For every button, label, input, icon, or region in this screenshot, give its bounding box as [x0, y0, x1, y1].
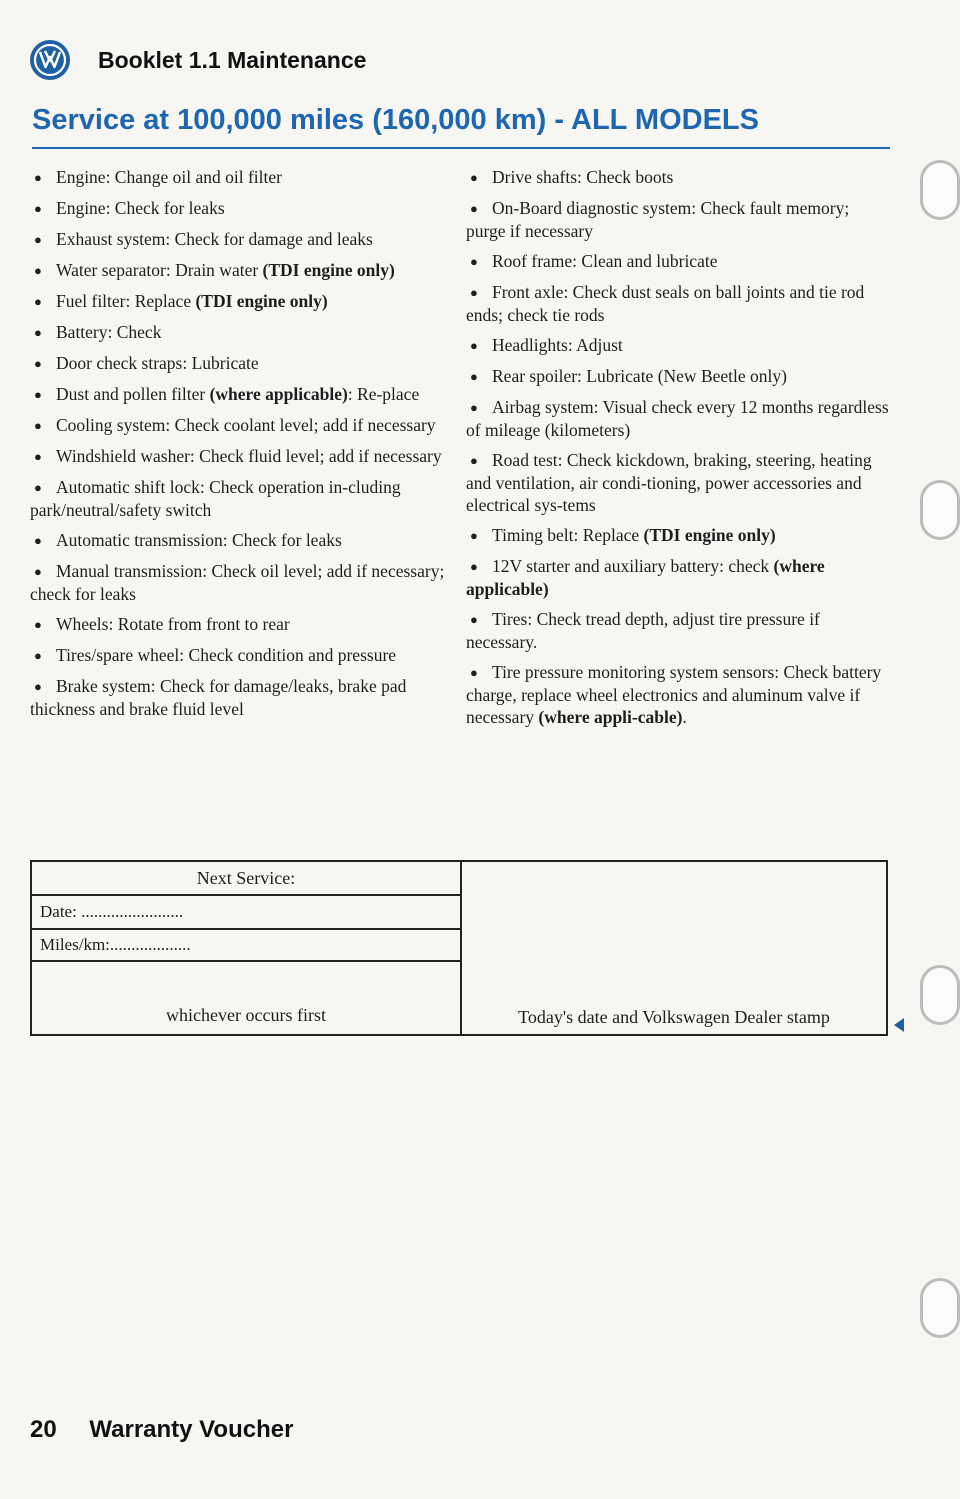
checklist-item [466, 166, 890, 189]
bullet-icon: ● [34, 294, 42, 309]
bullet-icon: ● [34, 387, 42, 402]
binder-ring-icon [920, 480, 960, 540]
checklist-item-text: Tires: Check tread depth, adjust tire pressure if necessary. [466, 609, 820, 652]
bullet-icon: ● [34, 617, 42, 632]
bullet-icon: ● [470, 612, 478, 627]
bullet-icon: ● [470, 453, 478, 468]
checklist-item-text: Exhaust system: Check for damage and leaks [56, 229, 373, 249]
checklist-item [466, 449, 890, 516]
bullet-icon: ● [34, 201, 42, 216]
checklist-item-text: Brake system: Check for damage/leaks, brake pad thickness and brake fluid level [30, 676, 407, 719]
checklist-item [30, 259, 452, 282]
dealer-stamp-label: Today's date and Volkswagen Dealer stamp [518, 1007, 830, 1027]
checklist-item-text: Cooling system: Check coolant level; add if necessary [56, 415, 436, 435]
left-checklist [30, 166, 452, 728]
checklist-item [30, 228, 452, 251]
bullet-icon: ● [34, 449, 42, 464]
checklist-item [466, 365, 890, 388]
checklist-item-note: (TDI engine only) [195, 291, 328, 311]
checklist-item-suffix: . [682, 707, 687, 727]
page-number: 20 [30, 1416, 57, 1443]
checklist-item-text: Battery: Check [56, 322, 162, 342]
checklist-item-text: Windshield washer: Check fluid level; add if necessary [56, 446, 442, 466]
bullet-icon: ● [470, 559, 478, 574]
checklist-item-text: On-Board diagnostic system: Check fault memory; purge if necessary [466, 198, 850, 241]
bullet-icon: ● [34, 170, 42, 185]
checklist-item-text: Engine: Check for leaks [56, 198, 225, 218]
bullet-icon: ● [470, 285, 478, 300]
checklist-item-text: Automatic transmission: Check for leaks [56, 530, 342, 550]
checklist-item [466, 250, 890, 273]
checklist-item-note: (where appli-cable) [538, 707, 683, 727]
footer-section-title: Warranty Voucher [89, 1416, 294, 1443]
checklist-item-note: (TDI engine only) [643, 525, 776, 545]
right-checklist [466, 166, 890, 736]
bullet-icon: ● [470, 338, 478, 353]
whichever-note: whichever occurs first [166, 1005, 326, 1025]
checklist-item [30, 613, 452, 636]
vw-logo-icon [30, 40, 70, 80]
checklist-item-text: Drive shafts: Check boots [492, 167, 674, 187]
checklist-item-text: Dust and pollen filter [56, 384, 210, 404]
checklist-item [466, 281, 890, 326]
checklist-item [466, 334, 890, 357]
bullet-icon: ● [470, 400, 478, 415]
back-arrow-icon [894, 1018, 904, 1032]
checklist-item [466, 197, 890, 242]
miles-field: Miles/km:................... [32, 930, 460, 962]
bullet-icon: ● [34, 679, 42, 694]
checklist-item [30, 352, 452, 375]
bullet-icon: ● [34, 232, 42, 247]
checklist-item [30, 445, 452, 468]
checklist-item [30, 644, 452, 667]
bullet-icon: ● [470, 170, 478, 185]
checklist-item [466, 524, 890, 547]
checklist-item [30, 560, 452, 605]
bullet-icon: ● [34, 648, 42, 663]
checklist-item-text: Front axle: Check dust seals on ball joints and tie rod ends; check tie rods [466, 282, 865, 325]
date-field: Date: ........................ [32, 896, 460, 930]
checklist-item-text: Timing belt: Replace [492, 525, 644, 545]
checklist-item [466, 608, 890, 653]
checklist-item-text: Tires/spare wheel: Check condition and pressure [56, 645, 397, 665]
bullet-icon: ● [470, 254, 478, 269]
bullet-icon: ● [34, 564, 42, 579]
checklist-item-text: Fuel filter: Replace [56, 291, 196, 311]
checklist-item-text: Airbag system: Visual check every 12 months regardless of mileage (kilometers) [466, 397, 889, 440]
bullet-icon: ● [34, 356, 42, 371]
checklist-item [30, 197, 452, 220]
bullet-icon: ● [34, 325, 42, 340]
bullet-icon: ● [34, 263, 42, 278]
bullet-icon: ● [34, 418, 42, 433]
bullet-icon: ● [34, 480, 42, 495]
checklist-item-text: Engine: Change oil and oil filter [56, 167, 282, 187]
checklist-item-note: (where applicable) [466, 556, 825, 599]
checklist-item [30, 290, 452, 313]
checklist-item-text: Rear spoiler: Lubricate (New Beetle only) [492, 366, 787, 386]
checklist-item-text: Water separator: Drain water [56, 260, 263, 280]
page-header [30, 40, 366, 80]
checklist-item-text: Automatic shift lock: Check operation in-cluding park/neutral/safety switch [30, 477, 401, 520]
binder-ring-icon [920, 1278, 960, 1338]
bullet-icon: ● [470, 369, 478, 384]
checklist-item [466, 661, 890, 728]
checklist-item [30, 476, 452, 521]
checklist-item [30, 321, 452, 344]
checklist-item-text: Road test: Check kickdown, braking, steering, heating and ventilation, air condi-tioning, power accessories and electrical sys-tems [466, 450, 872, 515]
checklist-item-text: Manual transmission: Check oil level; add if necessary; check for leaks [30, 561, 445, 604]
checklist-item-text: Tire pressure monitoring system sensors: Check battery charge, replace wheel electronics and aluminum valve if necessary [466, 662, 882, 727]
checklist-item [466, 396, 890, 441]
bullet-icon: ● [470, 528, 478, 543]
checklist-item [30, 414, 452, 437]
checklist-item-text: Headlights: Adjust [492, 335, 623, 355]
checklist-item-text: Door check straps: Lubricate [56, 353, 259, 373]
checklist-item [30, 166, 452, 189]
title-divider [32, 147, 890, 149]
checklist-item-text: Roof frame: Clean and lubricate [492, 251, 718, 271]
checklist-item-note: (where applicable) [209, 384, 348, 404]
binder-ring-icon [920, 965, 960, 1025]
checklist-item [30, 383, 452, 406]
checklist-item-text: Wheels: Rotate from front to rear [56, 614, 290, 634]
next-service-heading: Next Service: [32, 862, 460, 896]
checklist-item [30, 675, 452, 720]
booklet-label: Booklet 1.1 Maintenance [98, 46, 367, 73]
page-footer [30, 1416, 293, 1444]
checklist-item-suffix: : Re-place [347, 384, 420, 404]
checklist-item-text: 12V starter and auxiliary battery: check [492, 556, 774, 576]
bullet-icon: ● [34, 533, 42, 548]
next-service-table [30, 860, 888, 1036]
bullet-icon: ● [470, 665, 478, 680]
next-service-cell [32, 862, 462, 1034]
dealer-stamp-cell [462, 862, 886, 1034]
binder-ring-icon [920, 160, 960, 220]
page-title: Service at 100,000 miles (160,000 km) - ALL MODELS [32, 104, 759, 136]
checklist-item [30, 529, 452, 552]
bullet-icon: ● [470, 201, 478, 216]
checklist-item-note: (TDI engine only) [262, 260, 395, 280]
checklist-item [466, 555, 890, 600]
